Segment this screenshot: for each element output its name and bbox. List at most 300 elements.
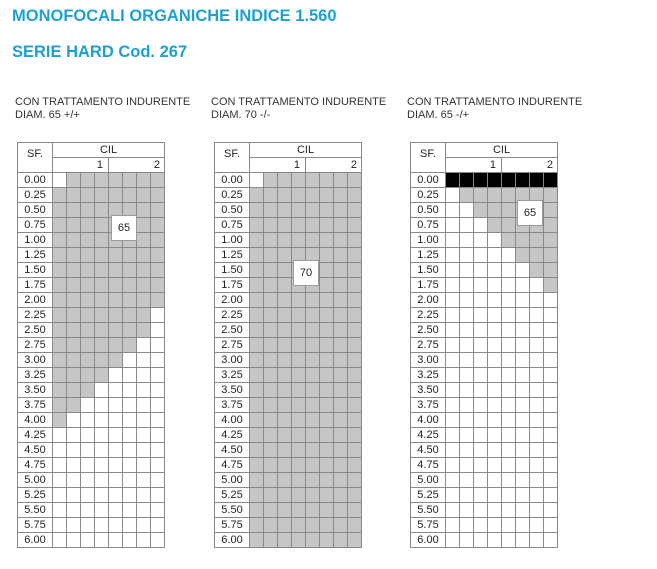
sf-value: 3.00 — [411, 353, 446, 368]
grid-cell-available — [250, 203, 264, 218]
grid-cell-empty — [446, 203, 460, 218]
grid-cell-available — [264, 458, 278, 473]
grid-cell-available — [278, 203, 292, 218]
grid-cell-empty — [488, 353, 502, 368]
grid-cell-available — [278, 413, 292, 428]
grid-cell-available — [137, 218, 151, 233]
sf-value: 5.00 — [18, 473, 53, 488]
grid-cell-available — [81, 323, 95, 338]
grid-row — [215, 458, 362, 473]
grid-cell-empty — [81, 398, 95, 413]
grid-row — [215, 428, 362, 443]
sf-value: 3.50 — [215, 383, 250, 398]
grid-cell-empty — [516, 338, 530, 353]
grid-cell-available — [53, 293, 67, 308]
grid-cell-available — [488, 203, 502, 218]
grid-cell-empty — [446, 338, 460, 353]
sf-value: 2.50 — [215, 323, 250, 338]
grid-cell-available — [348, 398, 362, 413]
sf-value: 1.00 — [215, 233, 250, 248]
grid-cell-empty — [544, 533, 558, 548]
sf-value: 5.50 — [18, 503, 53, 518]
grid-cell-available — [109, 353, 123, 368]
grid-cell-available — [334, 368, 348, 383]
grid-row — [18, 263, 165, 278]
grid-cell-available — [306, 323, 320, 338]
grid-cell-available — [306, 353, 320, 368]
grid-cell-available — [348, 368, 362, 383]
grid-cell-available — [81, 278, 95, 293]
grid-cell-available — [292, 458, 306, 473]
grid-row — [411, 368, 558, 383]
availability-grid — [17, 142, 165, 548]
grid-row — [411, 533, 558, 548]
grid-cell-available — [250, 428, 264, 443]
grid-cell-empty — [516, 353, 530, 368]
grid-cell-available — [53, 398, 67, 413]
grid-cell-available — [250, 458, 264, 473]
grid-cell-available — [292, 413, 306, 428]
grid-row — [215, 203, 362, 218]
grid-cell-available — [109, 278, 123, 293]
grid-cell-available — [278, 398, 292, 413]
grid-row — [215, 518, 362, 533]
grid-cell-empty — [460, 383, 474, 398]
grid-row — [18, 368, 165, 383]
cil-2-header: 2 — [109, 158, 165, 173]
grid-cell-available — [53, 308, 67, 323]
grid-cell-empty — [544, 323, 558, 338]
grid-cell-empty — [123, 533, 137, 548]
grid-cell-empty — [544, 338, 558, 353]
grid-cell-empty — [530, 308, 544, 323]
grid-cell-available — [81, 263, 95, 278]
grid-cell-available — [334, 218, 348, 233]
grid-cell-available — [81, 188, 95, 203]
grid-cell-empty — [544, 473, 558, 488]
grid-row — [215, 218, 362, 233]
sf-value: 4.75 — [411, 458, 446, 473]
grid-cell-available — [292, 533, 306, 548]
grid-row — [18, 473, 165, 488]
grid-cell-available — [264, 473, 278, 488]
grid-cell-available — [320, 428, 334, 443]
grid-cell-empty — [488, 368, 502, 383]
sf-value: 2.00 — [215, 293, 250, 308]
grid-cell-empty — [67, 533, 81, 548]
grid-cell-empty — [446, 458, 460, 473]
grid-cell-available — [137, 248, 151, 263]
sf-value: 4.00 — [215, 413, 250, 428]
grid-cell-empty — [81, 518, 95, 533]
grid-cell-empty — [488, 278, 502, 293]
sf-value: 1.25 — [411, 248, 446, 263]
grid-cell-empty — [544, 428, 558, 443]
grid-cell-available — [250, 443, 264, 458]
sf-value: 0.50 — [215, 203, 250, 218]
grid-cell-available — [264, 188, 278, 203]
grid-cell-available — [53, 413, 67, 428]
grid-cell-available — [348, 458, 362, 473]
grid-cell-available — [95, 278, 109, 293]
grid-cell-available — [530, 263, 544, 278]
grid-cell-empty — [502, 323, 516, 338]
grid-cell-available — [264, 203, 278, 218]
grid-cell-empty — [474, 353, 488, 368]
grid-row — [215, 248, 362, 263]
grid-cell-available — [334, 473, 348, 488]
grid-cell-available — [67, 188, 81, 203]
grid-cell-available — [81, 383, 95, 398]
grid-row — [18, 413, 165, 428]
grid-cell-empty — [474, 338, 488, 353]
grid-cell-empty — [544, 293, 558, 308]
grid-cell-available — [109, 173, 123, 188]
grid-row — [18, 293, 165, 308]
grid-cell-empty — [530, 293, 544, 308]
panel-label — [407, 96, 582, 122]
grid-cell-empty — [474, 428, 488, 443]
grid-cell-empty — [488, 533, 502, 548]
sf-value: 5.25 — [215, 488, 250, 503]
grid-cell-empty — [488, 458, 502, 473]
grid-cell-empty — [530, 503, 544, 518]
sf-value: 4.00 — [18, 413, 53, 428]
grid-cell-empty — [137, 473, 151, 488]
sf-value: 6.00 — [215, 533, 250, 548]
sf-value: 5.50 — [411, 503, 446, 518]
grid-cell-empty — [488, 233, 502, 248]
grid-cell-empty — [474, 248, 488, 263]
grid-cell-available — [306, 413, 320, 428]
grid-cell-empty — [460, 443, 474, 458]
sf-value: 5.25 — [18, 488, 53, 503]
grid-cell-black — [446, 173, 460, 188]
grid-cell-available — [348, 383, 362, 398]
grid-cell-available — [53, 278, 67, 293]
sf-value: 2.25 — [411, 308, 446, 323]
grid-cell-empty — [474, 413, 488, 428]
grid-cell-available — [67, 383, 81, 398]
grid-cell-available — [292, 398, 306, 413]
grid-cell-available — [320, 383, 334, 398]
grid-cell-available — [264, 233, 278, 248]
grid-cell-empty — [544, 443, 558, 458]
grid-cell-available — [334, 203, 348, 218]
grid-cell-empty — [474, 503, 488, 518]
grid-cell-empty — [460, 218, 474, 233]
grid-cell-available — [278, 368, 292, 383]
grid-cell-available — [502, 203, 516, 218]
grid-cell-available — [81, 233, 95, 248]
grid-cell-available — [320, 368, 334, 383]
grid-cell-available — [530, 248, 544, 263]
grid-cell-empty — [502, 353, 516, 368]
grid-cell-empty — [53, 518, 67, 533]
grid-cell-available — [334, 533, 348, 548]
grid-cell-empty — [95, 533, 109, 548]
grid-cell-empty — [137, 383, 151, 398]
grid-cell-empty — [53, 173, 67, 188]
grid-cell-empty — [151, 428, 165, 443]
grid-cell-available — [348, 323, 362, 338]
grid-cell-available — [292, 308, 306, 323]
grid-cell-available — [292, 338, 306, 353]
grid-cell-available — [264, 353, 278, 368]
grid-cell-empty — [67, 458, 81, 473]
grid-cell-available — [250, 533, 264, 548]
grid-cell-available — [151, 263, 165, 278]
grid-cell-available — [264, 323, 278, 338]
grid-cell-empty — [474, 533, 488, 548]
grid-cell-available — [53, 248, 67, 263]
sf-value: 3.50 — [411, 383, 446, 398]
grid-cell-empty — [151, 473, 165, 488]
grid-cell-empty — [530, 488, 544, 503]
grid-row — [215, 188, 362, 203]
grid-cell-available — [53, 233, 67, 248]
grid-cell-empty — [67, 413, 81, 428]
grid-cell-available — [123, 173, 137, 188]
grid-cell-available — [151, 233, 165, 248]
grid-cell-empty — [67, 473, 81, 488]
grid-cell-available — [460, 188, 474, 203]
grid-cell-black — [530, 173, 544, 188]
cil-header: CIL — [446, 143, 558, 158]
grid-cell-available — [278, 353, 292, 368]
sf-value: 1.25 — [215, 248, 250, 263]
grid-cell-empty — [502, 368, 516, 383]
grid-cell-available — [250, 278, 264, 293]
grid-cell-empty — [488, 248, 502, 263]
grid-cell-available — [137, 233, 151, 248]
grid-cell-available — [334, 518, 348, 533]
grid-cell-empty — [516, 428, 530, 443]
grid-cell-empty — [502, 428, 516, 443]
grid-cell-empty — [137, 368, 151, 383]
grid-cell-empty — [516, 398, 530, 413]
grid-cell-empty — [530, 443, 544, 458]
grid-cell-available — [151, 293, 165, 308]
grid-cell-empty — [474, 218, 488, 233]
grid-cell-empty — [488, 413, 502, 428]
grid-cell-available — [123, 188, 137, 203]
grid-cell-available — [306, 473, 320, 488]
grid-cell-empty — [488, 398, 502, 413]
grid-cell-available — [334, 383, 348, 398]
grid-cell-empty — [109, 488, 123, 503]
sf-value: 5.75 — [18, 518, 53, 533]
grid-cell-available — [320, 263, 334, 278]
grid-cell-available — [264, 488, 278, 503]
grid-cell-available — [334, 458, 348, 473]
grid-row — [411, 518, 558, 533]
grid-cell-empty — [544, 383, 558, 398]
grid-cell-empty — [446, 323, 460, 338]
grid-cell-empty — [460, 263, 474, 278]
grid-cell-empty — [516, 263, 530, 278]
grid-cell-empty — [460, 428, 474, 443]
grid-cell-available — [278, 503, 292, 518]
grid-cell-available — [334, 188, 348, 203]
grid-cell-available — [530, 233, 544, 248]
grid-cell-empty — [137, 353, 151, 368]
grid-row — [18, 203, 165, 218]
grid-row — [18, 428, 165, 443]
grid-cell-empty — [446, 233, 460, 248]
grid-cell-available — [264, 368, 278, 383]
grid-cell-available — [348, 308, 362, 323]
grid-row — [18, 488, 165, 503]
grid-cell-available — [306, 518, 320, 533]
grid-cell-empty — [53, 458, 67, 473]
grid-cell-empty — [474, 398, 488, 413]
grid-cell-empty — [516, 518, 530, 533]
grid-cell-available — [81, 248, 95, 263]
grid-cell-available — [53, 263, 67, 278]
sf-value: 1.50 — [411, 263, 446, 278]
sf-value: 2.75 — [18, 338, 53, 353]
grid-cell-empty — [488, 308, 502, 323]
grid-row — [18, 338, 165, 353]
grid-cell-empty — [474, 443, 488, 458]
grid-row — [18, 188, 165, 203]
grid-cell-available — [306, 233, 320, 248]
grid-cell-available — [95, 263, 109, 278]
grid-cell-empty — [137, 338, 151, 353]
grid-cell-available — [250, 338, 264, 353]
grid-cell-empty — [151, 503, 165, 518]
grid-cell-available — [67, 323, 81, 338]
grid-cell-empty — [488, 443, 502, 458]
grid-cell-empty — [516, 488, 530, 503]
grid-cell-available — [306, 503, 320, 518]
grid-cell-available — [278, 518, 292, 533]
grid-cell-available — [544, 248, 558, 263]
grid-cell-empty — [81, 488, 95, 503]
grid-cell-available — [292, 473, 306, 488]
grid-cell-available — [320, 533, 334, 548]
grid-cell-available — [250, 518, 264, 533]
grid-cell-empty — [95, 488, 109, 503]
sf-value: 5.75 — [411, 518, 446, 533]
grid-cell-empty — [460, 473, 474, 488]
grid-cell-empty — [474, 278, 488, 293]
grid-cell-available — [348, 533, 362, 548]
grid-cell-empty — [123, 443, 137, 458]
grid-cell-available — [123, 293, 137, 308]
grid-cell-available — [109, 308, 123, 323]
grid-cell-available — [348, 173, 362, 188]
sf-value: 0.75 — [215, 218, 250, 233]
grid-cell-available — [67, 368, 81, 383]
sf-value: 0.50 — [411, 203, 446, 218]
sf-value: 0.50 — [18, 203, 53, 218]
grid-cell-available — [544, 218, 558, 233]
grid-cell-available — [109, 263, 123, 278]
grid-cell-available — [292, 188, 306, 203]
grid-cell-empty — [53, 503, 67, 518]
grid-cell-available — [81, 173, 95, 188]
grid-cell-available — [292, 488, 306, 503]
grid-cell-black — [502, 173, 516, 188]
grid-cell-available — [334, 308, 348, 323]
grid-cell-available — [474, 188, 488, 203]
grid-cell-empty — [460, 293, 474, 308]
page-subtitle: SERIE HARD Cod. 267 — [12, 43, 188, 61]
grid-cell-available — [278, 338, 292, 353]
grid-cell-empty — [137, 443, 151, 458]
grid-cell-available — [67, 278, 81, 293]
grid-cell-empty — [530, 533, 544, 548]
grid-row — [411, 443, 558, 458]
grid-cell-available — [544, 263, 558, 278]
grid-cell-available — [516, 233, 530, 248]
grid-row — [411, 248, 558, 263]
sf-value: 1.00 — [18, 233, 53, 248]
grid-row — [215, 473, 362, 488]
grid-cell-empty — [474, 263, 488, 278]
grid-cell-available — [264, 338, 278, 353]
grid-cell-empty — [488, 293, 502, 308]
grid-cell-empty — [544, 353, 558, 368]
grid-cell-available — [67, 353, 81, 368]
grid-cell-empty — [530, 518, 544, 533]
grid-cell-empty — [516, 368, 530, 383]
panel-label-line2: DIAM. 65 +/+ — [15, 109, 80, 121]
grid-cell-available — [123, 308, 137, 323]
grid-row — [18, 458, 165, 473]
sf-value: 2.50 — [18, 323, 53, 338]
grid-cell-available — [292, 443, 306, 458]
sf-value: 1.50 — [215, 263, 250, 278]
grid-cell-empty — [460, 323, 474, 338]
grid-cell-available — [348, 188, 362, 203]
grid-cell-available — [320, 323, 334, 338]
grid-cell-empty — [123, 503, 137, 518]
grid-cell-available — [334, 488, 348, 503]
grid-cell-available — [53, 218, 67, 233]
grid-cell-empty — [474, 518, 488, 533]
grid-cell-empty — [109, 443, 123, 458]
grid-cell-empty — [446, 248, 460, 263]
grid-cell-empty — [123, 413, 137, 428]
grid-row — [411, 233, 558, 248]
grid-row — [411, 428, 558, 443]
grid-cell-empty — [530, 338, 544, 353]
grid-cell-empty — [474, 383, 488, 398]
grid-cell-empty — [544, 308, 558, 323]
grid-cell-available — [151, 188, 165, 203]
grid-row — [411, 488, 558, 503]
grid-cell-empty — [474, 293, 488, 308]
grid-cell-empty — [460, 413, 474, 428]
grid-cell-available — [320, 473, 334, 488]
grid-cell-available — [250, 308, 264, 323]
grid-cell-available — [250, 368, 264, 383]
grid-cell-empty — [460, 533, 474, 548]
panel-label-line1: CON TRATTAMENTO INDURENTE — [15, 96, 191, 108]
grid-row — [18, 533, 165, 548]
grid-cell-empty — [53, 488, 67, 503]
grid-cell-black — [488, 173, 502, 188]
grid-cell-empty — [446, 533, 460, 548]
grid-cell-available — [334, 338, 348, 353]
grid-cell-available — [264, 428, 278, 443]
grid-cell-available — [137, 308, 151, 323]
grid-cell-empty — [516, 278, 530, 293]
grid-row — [411, 398, 558, 413]
